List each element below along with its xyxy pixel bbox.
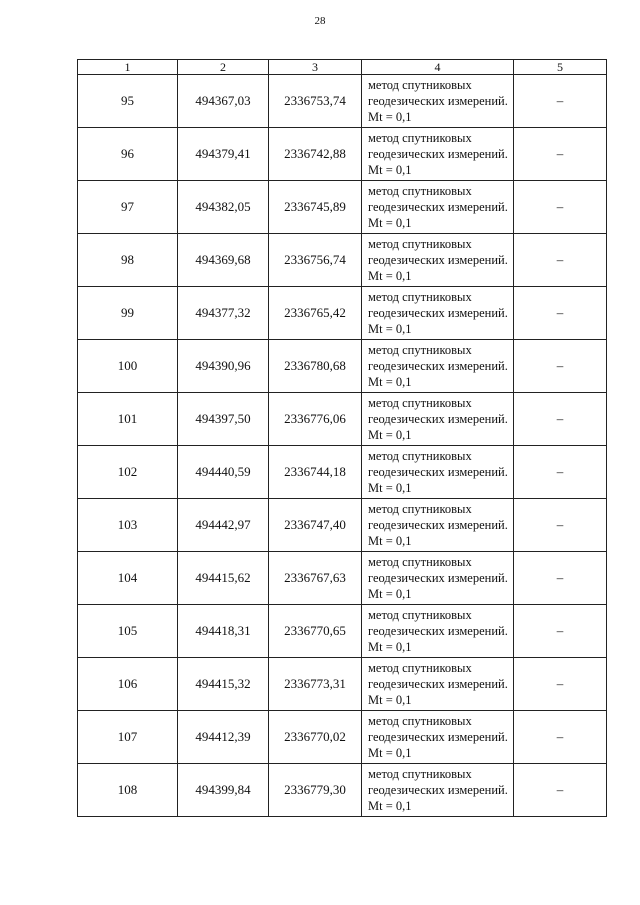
x-coordinate-cell: 494390,96: [178, 340, 269, 393]
table-header-row: [78, 60, 607, 75]
method-cell: метод спутниковых геодезических измерений. Mt = 0,1: [362, 181, 514, 234]
table-row: [78, 658, 607, 711]
y-coordinate-cell: 2336767,63: [269, 552, 362, 605]
note-cell: –: [514, 711, 607, 764]
method-cell: метод спутниковых геодезических измерений. Mt = 0,1: [362, 446, 514, 499]
x-coordinate-cell: 494415,62: [178, 552, 269, 605]
point-number-cell: 103: [78, 499, 178, 552]
table-body: [78, 75, 607, 817]
point-number-cell: 102: [78, 446, 178, 499]
table-row: [78, 340, 607, 393]
y-coordinate-cell: 2336770,65: [269, 605, 362, 658]
x-coordinate-cell: 494412,39: [178, 711, 269, 764]
x-coordinate-cell: 494397,50: [178, 393, 269, 446]
note-cell: –: [514, 128, 607, 181]
table-row: [78, 446, 607, 499]
note-cell: –: [514, 552, 607, 605]
point-number-cell: 101: [78, 393, 178, 446]
note-cell: –: [514, 340, 607, 393]
x-coordinate-cell: 494415,32: [178, 658, 269, 711]
note-cell: –: [514, 234, 607, 287]
x-coordinate-cell: 494377,32: [178, 287, 269, 340]
table-row: [78, 499, 607, 552]
note-cell: –: [514, 287, 607, 340]
method-cell: метод спутниковых геодезических измерений. Mt = 0,1: [362, 234, 514, 287]
point-number-cell: 95: [78, 75, 178, 128]
column-header: 2: [178, 60, 269, 75]
point-number-cell: 106: [78, 658, 178, 711]
y-coordinate-cell: 2336776,06: [269, 393, 362, 446]
table-row: [78, 764, 607, 817]
y-coordinate-cell: 2336742,88: [269, 128, 362, 181]
table-row: [78, 287, 607, 340]
column-header: 4: [362, 60, 514, 75]
note-cell: –: [514, 605, 607, 658]
point-number-cell: 97: [78, 181, 178, 234]
y-coordinate-cell: 2336780,68: [269, 340, 362, 393]
x-coordinate-cell: 494440,59: [178, 446, 269, 499]
method-cell: метод спутниковых геодезических измерений. Mt = 0,1: [362, 552, 514, 605]
y-coordinate-cell: 2336745,89: [269, 181, 362, 234]
method-cell: метод спутниковых геодезических измерений. Mt = 0,1: [362, 711, 514, 764]
point-number-cell: 96: [78, 128, 178, 181]
method-cell: метод спутниковых геодезических измерений. Mt = 0,1: [362, 287, 514, 340]
x-coordinate-cell: 494367,03: [178, 75, 269, 128]
method-cell: метод спутниковых геодезических измерений. Mt = 0,1: [362, 75, 514, 128]
y-coordinate-cell: 2336770,02: [269, 711, 362, 764]
point-number-cell: 107: [78, 711, 178, 764]
point-number-cell: 104: [78, 552, 178, 605]
x-coordinate-cell: 494442,97: [178, 499, 269, 552]
note-cell: –: [514, 764, 607, 817]
method-cell: метод спутниковых геодезических измерений. Mt = 0,1: [362, 340, 514, 393]
x-coordinate-cell: 494379,41: [178, 128, 269, 181]
note-cell: –: [514, 446, 607, 499]
y-coordinate-cell: 2336773,31: [269, 658, 362, 711]
y-coordinate-cell: 2336765,42: [269, 287, 362, 340]
method-cell: метод спутниковых геодезических измерений. Mt = 0,1: [362, 128, 514, 181]
method-cell: метод спутниковых геодезических измерений. Mt = 0,1: [362, 605, 514, 658]
method-cell: метод спутниковых геодезических измерений. Mt = 0,1: [362, 393, 514, 446]
point-number-cell: 105: [78, 605, 178, 658]
table-row: [78, 75, 607, 128]
method-cell: метод спутниковых геодезических измерений. Mt = 0,1: [362, 499, 514, 552]
table-row: [78, 711, 607, 764]
page-number: 28: [314, 15, 326, 27]
column-header: 5: [514, 60, 607, 75]
y-coordinate-cell: 2336753,74: [269, 75, 362, 128]
x-coordinate-cell: 494399,84: [178, 764, 269, 817]
y-coordinate-cell: 2336747,40: [269, 499, 362, 552]
point-number-cell: 99: [78, 287, 178, 340]
note-cell: –: [514, 75, 607, 128]
table-row: [78, 552, 607, 605]
x-coordinate-cell: 494418,31: [178, 605, 269, 658]
y-coordinate-cell: 2336744,18: [269, 446, 362, 499]
table-row: [78, 605, 607, 658]
note-cell: –: [514, 499, 607, 552]
y-coordinate-cell: 2336756,74: [269, 234, 362, 287]
table-row: [78, 234, 607, 287]
table-row: [78, 128, 607, 181]
table-row: [78, 181, 607, 234]
y-coordinate-cell: 2336779,30: [269, 764, 362, 817]
coordinates-table: [77, 59, 607, 817]
note-cell: –: [514, 658, 607, 711]
point-number-cell: 98: [78, 234, 178, 287]
column-header: 1: [78, 60, 178, 75]
column-header: 3: [269, 60, 362, 75]
method-cell: метод спутниковых геодезических измерений. Mt = 0,1: [362, 764, 514, 817]
note-cell: –: [514, 181, 607, 234]
x-coordinate-cell: 494369,68: [178, 234, 269, 287]
table-row: [78, 393, 607, 446]
x-coordinate-cell: 494382,05: [178, 181, 269, 234]
method-cell: метод спутниковых геодезических измерений. Mt = 0,1: [362, 658, 514, 711]
point-number-cell: 108: [78, 764, 178, 817]
point-number-cell: 100: [78, 340, 178, 393]
note-cell: –: [514, 393, 607, 446]
